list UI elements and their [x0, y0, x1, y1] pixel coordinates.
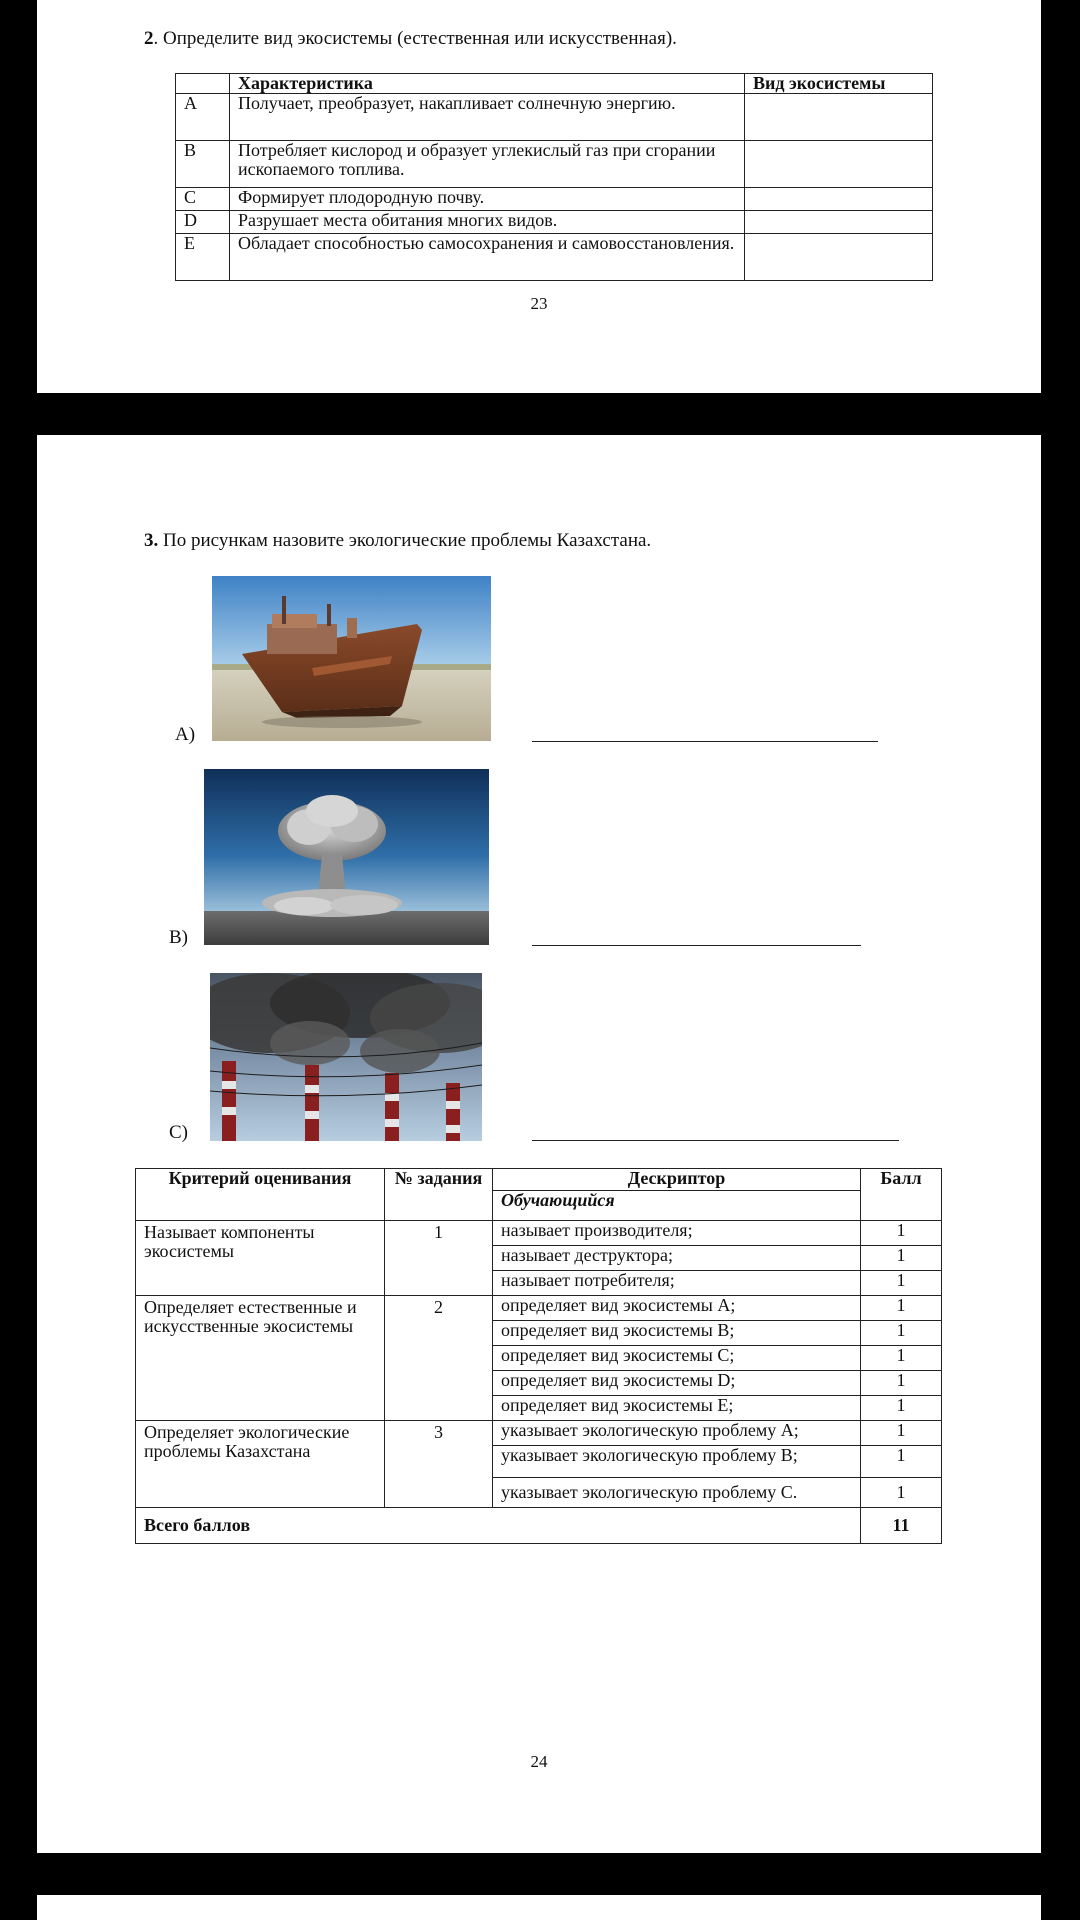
score-cell: 1 — [861, 1321, 942, 1346]
ship-on-dry-seabed-image — [212, 576, 491, 741]
row-letter: A — [176, 94, 230, 141]
header-descriptor: Дескриптор — [493, 1169, 861, 1191]
descriptor-cell: определяет вид экосистемы D; — [493, 1371, 861, 1396]
ecosystem-table — [175, 73, 933, 281]
header-ecosystem-type: Вид экосистемы — [745, 74, 933, 94]
criterion-cell: Определяет естественные и искусственные экосистемы — [136, 1296, 385, 1421]
answer-line-a[interactable] — [532, 741, 878, 742]
row-characteristic: Получает, преобразует, накапливает солнечную энергию. — [230, 94, 745, 141]
descriptor-cell: определяет вид экосистемы А; — [493, 1296, 861, 1321]
task-2-title: 2. Определите вид экосистемы (естественная или искусственная). — [144, 28, 677, 49]
ecosystem-type-cell[interactable] — [745, 141, 933, 188]
score-cell: 1 — [861, 1296, 942, 1321]
row-letter: C — [176, 188, 230, 211]
picture-b-label: B) — [169, 927, 188, 948]
header-characteristic: Характеристика — [230, 74, 745, 94]
assessment-criteria-table — [135, 1168, 942, 1544]
row-letter: D — [176, 211, 230, 234]
total-label: Всего баллов — [136, 1508, 861, 1544]
score-cell: 1 — [861, 1396, 942, 1421]
ecosystem-type-cell[interactable] — [745, 94, 933, 141]
table-row — [176, 94, 933, 141]
table-row — [136, 1221, 942, 1246]
table-header-row — [136, 1169, 942, 1191]
score-cell: 1 — [861, 1371, 942, 1396]
row-letter: B — [176, 141, 230, 188]
header-criterion: Критерий оценивания — [136, 1169, 385, 1221]
score-cell: 1 — [861, 1221, 942, 1246]
score-cell: 1 — [861, 1246, 942, 1271]
descriptor-cell: называет деструктора; — [493, 1246, 861, 1271]
table-row — [136, 1421, 942, 1446]
next-page-edge — [37, 1895, 1041, 1920]
table-row — [176, 188, 933, 211]
descriptor-cell: указывает экологическую проблему В; — [493, 1446, 861, 1478]
table-row — [136, 1296, 942, 1321]
answer-line-b[interactable] — [532, 945, 861, 946]
picture-a-label: A) — [175, 724, 196, 745]
page-number: 24 — [530, 1752, 548, 1771]
criterion-cell: Называет компоненты экосистемы — [136, 1221, 385, 1296]
row-characteristic: Разрушает места обитания многих видов. — [230, 211, 745, 234]
row-characteristic: Обладает способностью самосохранения и самовосстановления. — [230, 234, 745, 281]
header-score: Балл — [861, 1169, 942, 1221]
table-row — [176, 211, 933, 234]
score-cell: 1 — [861, 1346, 942, 1371]
ecosystem-type-cell[interactable] — [745, 234, 933, 281]
page-24 — [37, 435, 1041, 1853]
criterion-cell: Определяет экологические проблемы Казахстана — [136, 1421, 385, 1508]
ecosystem-type-cell[interactable] — [745, 188, 933, 211]
mushroom-cloud-explosion-image — [204, 769, 489, 945]
header-learner: Обучающийся — [493, 1191, 861, 1221]
row-letter: E — [176, 234, 230, 281]
descriptor-cell: указывает экологическую проблему А; — [493, 1421, 861, 1446]
picture-c-label: C) — [169, 1122, 188, 1143]
task-3-title: 3. По рисункам назовите экологические проблемы Казахстана. — [144, 530, 652, 551]
table-row — [176, 141, 933, 188]
header-task-number: № задания — [385, 1169, 493, 1221]
table-row — [176, 234, 933, 281]
score-cell: 1 — [861, 1271, 942, 1296]
descriptor-cell: называет производителя; — [493, 1221, 861, 1246]
page-23 — [37, 0, 1041, 393]
score-cell: 1 — [861, 1446, 942, 1478]
header-letter — [176, 74, 230, 94]
task-number-cell: 3 — [385, 1421, 493, 1508]
total-score: 11 — [861, 1508, 942, 1544]
total-row — [136, 1508, 942, 1544]
ecosystem-type-cell[interactable] — [745, 211, 933, 234]
answer-line-c[interactable] — [532, 1140, 899, 1141]
score-cell: 1 — [861, 1421, 942, 1446]
page-number: 23 — [530, 294, 548, 313]
descriptor-cell: называет потребителя; — [493, 1271, 861, 1296]
score-cell: 1 — [861, 1478, 942, 1508]
descriptor-cell: определяет вид экосистемы Е; — [493, 1396, 861, 1421]
row-characteristic: Потребляет кислород и образует углекислый газ при сгорании ископаемого топлива. — [230, 141, 745, 188]
descriptor-cell: указывает экологическую проблему С. — [493, 1478, 861, 1508]
task-number-cell: 2 — [385, 1296, 493, 1421]
table-header-row — [176, 74, 933, 94]
row-characteristic: Формирует плодородную почву. — [230, 188, 745, 211]
descriptor-cell: определяет вид экосистемы С; — [493, 1346, 861, 1371]
task-number-cell: 1 — [385, 1221, 493, 1296]
smoking-chimneys-image — [210, 973, 482, 1141]
descriptor-cell: определяет вид экосистемы В; — [493, 1321, 861, 1346]
